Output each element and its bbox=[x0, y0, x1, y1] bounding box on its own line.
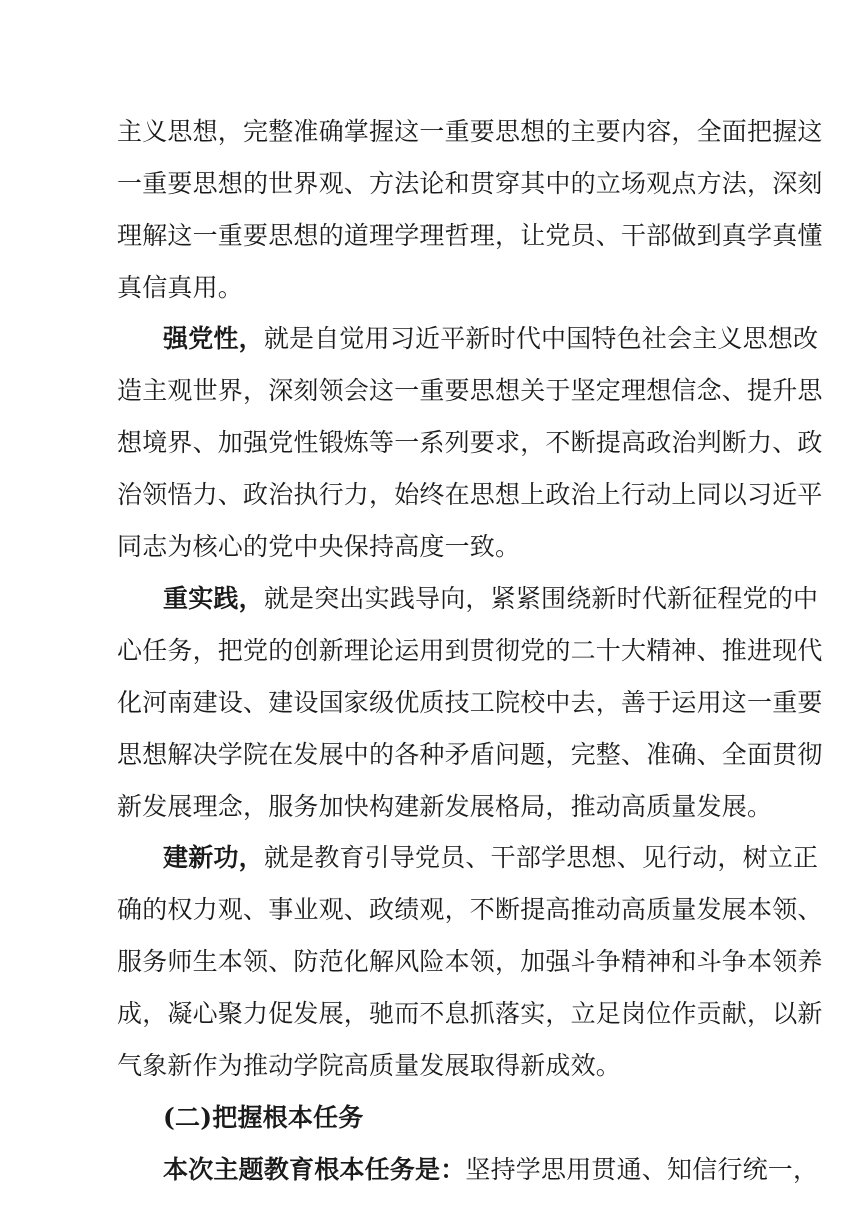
paragraph-4-line-2: 确的权力观、事业观、政绩观，不断提高推动高质量发展本领、 bbox=[117, 895, 823, 924]
paragraph-3-line-2: 心任务，把党的创新理论运用到贯彻党的二十大精神、推进现代 bbox=[117, 636, 823, 665]
paragraph-4-text-1: 就是教育引导党员、干部学思想、见行动，树立正 bbox=[263, 843, 819, 872]
paragraph-2-line-3: 想境界、加强党性锻炼等一系列要求，不断提高政治判断力、政 bbox=[117, 428, 823, 457]
paragraph-2-line-5: 同志为核心的党中央保持高度一致。 bbox=[117, 532, 521, 561]
paragraph-1-line-4: 真信真用。 bbox=[117, 273, 244, 302]
final-paragraph-lead: 本次主题教育根本任务是： bbox=[163, 1155, 466, 1184]
paragraph-4-line-4: 成，凝心聚力促发展，驰而不息抓落实，立足岗位作贡献，以新 bbox=[117, 999, 823, 1028]
paragraph-3-line-4: 思想解决学院在发展中的各种矛盾问题，完整、准确、全面贯彻 bbox=[117, 740, 823, 769]
paragraph-2-line-1 bbox=[163, 324, 819, 354]
paragraph-4-line-5: 气象新作为推动学院高质量发展取得新成效。 bbox=[117, 1051, 622, 1080]
paragraph-3-line-1 bbox=[163, 584, 819, 614]
paragraph-3-lead: 重实践， bbox=[163, 584, 264, 613]
final-paragraph-line-1 bbox=[163, 1155, 819, 1185]
paragraph-4-line-1 bbox=[163, 843, 819, 873]
paragraph-3-text-1: 就是突出实践导向，紧紧围绕新时代新征程党的中 bbox=[263, 584, 819, 613]
paragraph-2-line-4: 治领悟力、政治执行力，始终在思想上政治上行动上同以习近平 bbox=[117, 480, 823, 509]
paragraph-1-line-2: 一重要思想的世界观、方法论和贯穿其中的立场观点方法，深刻 bbox=[117, 169, 823, 198]
paragraph-3-line-3: 化河南建设、建设国家级优质技工院校中去，善于运用这一重要 bbox=[117, 688, 823, 717]
paragraph-4-line-3: 服务师生本领、防范化解风险本领，加强斗争精神和斗争本领养 bbox=[117, 947, 823, 976]
paragraph-2-text-1: 就是自觉用习近平新时代中国特色社会主义思想改 bbox=[263, 324, 819, 353]
paragraph-1-line-1: 主义思想，完整准确掌握这一重要思想的主要内容，全面把握这 bbox=[117, 117, 823, 146]
paragraph-1-line-3: 理解这一重要思想的道理学理哲理，让党员、干部做到真学真懂 bbox=[117, 221, 823, 250]
paragraph-4-lead: 建新功， bbox=[163, 843, 264, 872]
paragraph-3-line-5: 新发展理念，服务加快构建新发展格局，推动高质量发展。 bbox=[117, 792, 773, 821]
paragraph-2-lead: 强党性， bbox=[163, 324, 264, 353]
final-paragraph-text-1: 坚持学思用贯通、知信行统一， bbox=[465, 1155, 819, 1184]
section-heading: (二)把握根本任务 bbox=[163, 1103, 364, 1132]
paragraph-2-line-2: 造主观世界，深刻领会这一重要思想关于坚定理想信念、提升思 bbox=[117, 376, 823, 405]
